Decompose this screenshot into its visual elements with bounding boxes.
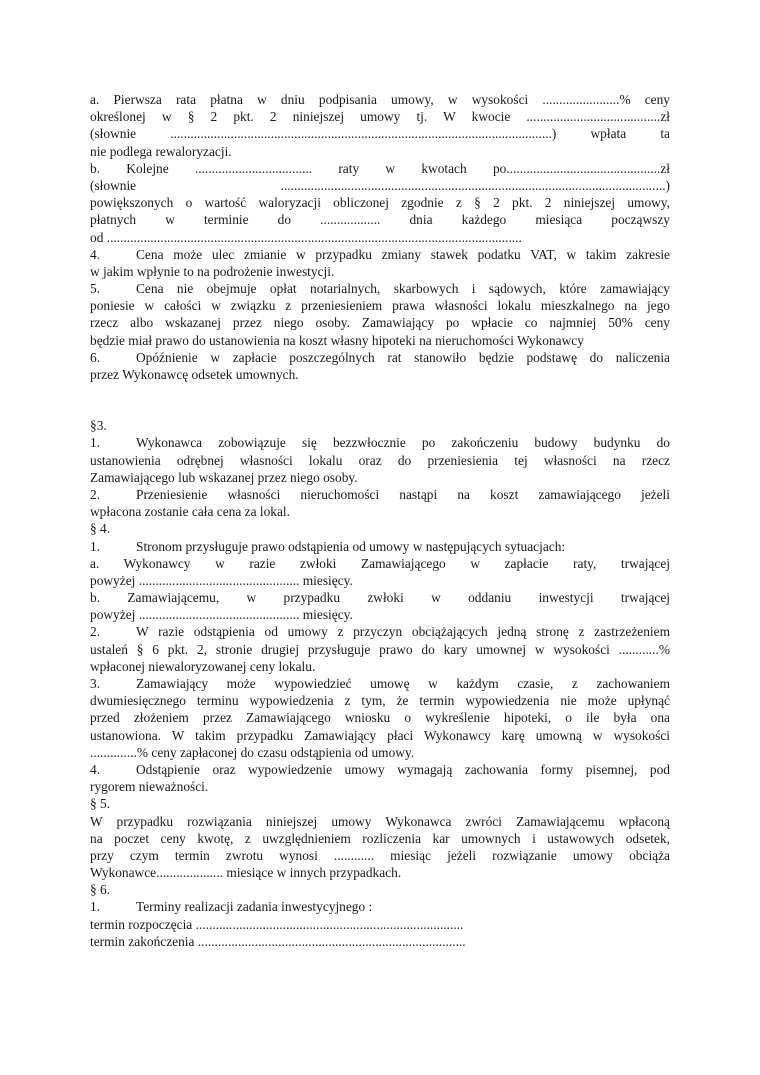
point-number: 2. <box>90 624 101 640</box>
point-text: Przeniesienie własności nieruchomości nastąpi na koszt zamawiającego jeżeli <box>136 486 670 502</box>
point-number: 4. <box>90 761 101 777</box>
clause-2-b <box>90 160 670 246</box>
section-3 <box>90 417 670 520</box>
text-line: ustanowienia odrębnej własności lokalu oraz do przeniesienia tej własności na rzecz <box>90 452 670 468</box>
text-line: ustaleń § 6 pkt. 2, stronie drugiej przysługuje prawo do kary umownej w wysokości ............% <box>90 641 670 657</box>
text-line <box>90 280 670 297</box>
text-line: rzecz albo wskazanej przez niego osoby. Zamawiający po wpłacie co najmniej 50% ceny <box>90 315 670 331</box>
point-text: Terminy realizacji zadania inwestycyjnego : <box>136 899 373 915</box>
point-text: Cena może ulec zmianie w przypadku zmiany stawek podatku VAT, w takim zakresie <box>136 246 670 262</box>
text-line <box>90 246 670 263</box>
text-line: Zamawiającego lub wskazanej przez niego osoby. <box>90 469 358 485</box>
text-line: od ............................................................................................................................ <box>90 229 522 245</box>
text-line <box>90 486 670 503</box>
text-line: poniesie w całości w związku z przeniesieniem prawa własności lokalu mieszkalnego na jego <box>90 298 670 314</box>
point-text: Wykonawca zobowiązuje się bezzwłocznie po zakończeniu budowy budynku do <box>136 435 670 451</box>
text-line: (słownie ...................................................................................................................) <box>90 177 670 193</box>
section-heading: §3. <box>90 418 107 434</box>
text-line: W przypadku rozwiązania niniejszej umowy Wykonawca zwróci Zamawiającemu wpłaconą <box>90 813 670 829</box>
section-heading: § 6. <box>90 882 111 898</box>
text-line: powyżej ................................................ miesięcy. <box>90 607 353 623</box>
section-heading: § 5. <box>90 796 111 812</box>
text-line <box>90 434 670 451</box>
text-line: a. Pierwsza rata płatna w dniu podpisania umowy, w wysokości .......................% ceny <box>90 92 670 107</box>
text-line: ustanowiona. W takim przypadku Zamawiający płaci Wykonawcy karę umowną w wysokości <box>90 727 670 743</box>
point-text: W razie odstąpienia od umowy z przyczyn obciążających jedną stronę z zastrzeżeniem <box>136 624 670 640</box>
text-line <box>90 898 670 915</box>
clause-2-point-5 <box>90 280 670 349</box>
text-line: b. Kolejne ................................... raty w kwotach po..............................................zł <box>90 160 670 176</box>
text-line: Wykonawce.................... miesiące w innych przypadkach. <box>90 865 402 881</box>
clause-2-point-6 <box>90 349 670 383</box>
point-number: 6. <box>90 349 101 365</box>
text-line: przez Wykonawcę odsetek umownych. <box>90 367 299 382</box>
point-text: Opóźnienie w zapłacie poszczególnych rat stanowiło będzie podstawę do naliczenia <box>136 349 670 365</box>
text-line: będzie miał prawo do ustanowienia na koszt własny hipoteki na nieruchomości Wykonawcy <box>90 332 584 348</box>
text-line <box>90 538 670 555</box>
end-date-line: termin zakończenia ................................................................................ <box>90 933 466 949</box>
point-text: Zamawiający może wypowiedzieć umowę w każdym czasie, z zachowaniem <box>136 676 670 691</box>
text-line <box>90 623 670 640</box>
section-gap <box>90 383 670 417</box>
text-line: b. Zamawiającemu, w przypadku zwłoki w oddaniu inwestycji trwającej <box>90 590 670 606</box>
text-line <box>90 349 670 366</box>
text-line <box>90 675 670 692</box>
point-number: 1. <box>90 899 101 915</box>
point-text: Cena nie obejmuje opłat notarialnych, skarbowych i sądowych, które zamawiający <box>136 281 670 297</box>
point-number: 3. <box>90 676 101 691</box>
text-line: przy czym termin zwrotu wynosi ............ miesiąc jeżeli rozwiązanie umowy obciąża <box>90 847 670 863</box>
text-line: a. Wykonawcy w razie zwłoki Zamawiającego w zapłacie raty, trwającej <box>90 555 670 571</box>
text-line: powiększonych o wartość waloryzacji obliczonej zgodnie z § 2 pkt. 2 niniejszej umowy, <box>90 195 670 211</box>
text-line: w jakim wpłynie to na podrożenie inwestycji. <box>90 263 335 279</box>
text-line: dwumiesięcznego terminu wypowiedzenia z tym, że termin wypowiedzenia nie może upłynąć <box>90 693 670 709</box>
point-text: Odstąpienie oraz wypowiedzenie umowy wymagają zachowania formy pisemnej, pod <box>136 761 670 777</box>
text-line: (słownie ..................................................................................................................) wpłata ta <box>90 126 670 142</box>
text-line: określonej w § 2 pkt. 2 niniejszej umowy tj. W kwocie ........................................zł <box>90 109 670 125</box>
text-line: wpłaconej niewaloryzowanej ceny lokalu. <box>90 658 316 674</box>
point-number: 1. <box>90 435 101 451</box>
section-heading: § 4. <box>90 521 111 537</box>
section-5 <box>90 795 670 881</box>
text-line: ..............% ceny zapłaconej do czasu odstąpienia od umowy. <box>90 744 415 760</box>
point-number: 4. <box>90 246 101 262</box>
clause-2-point-4 <box>90 246 670 280</box>
text-line: wpłacona zostanie cała cena za lokal. <box>90 504 291 520</box>
point-text: Stronom przysługuje prawo odstąpienia od umowy w następujących sytuacjach: <box>136 538 566 554</box>
text-line: powyżej ................................................ miesięcy. <box>90 572 353 588</box>
text-line: płatnych w terminie do .................. dnia każdego miesiąca począwszy <box>90 212 670 228</box>
clause-2-a <box>90 91 670 160</box>
document-body <box>90 91 670 950</box>
point-number: 2. <box>90 486 101 502</box>
section-4 <box>90 520 670 795</box>
text-line <box>90 761 670 778</box>
text-line: nie podlega rewaloryzacji. <box>90 143 232 159</box>
text-line: rygorem nieważności. <box>90 779 209 795</box>
text-line: przed złożeniem przez Zamawiającego wniosku o wykreślenie hipoteki, o ile była ona <box>90 710 670 726</box>
start-date-line: termin rozpoczęcia ................................................................................ <box>90 916 464 932</box>
section-6 <box>90 881 670 950</box>
text-line: na poczet ceny kwotę, z uwzględnieniem rozliczenia kar umownych i ustawowych odsetek, <box>90 830 670 846</box>
point-number: 1. <box>90 538 101 554</box>
point-number: 5. <box>90 281 101 297</box>
